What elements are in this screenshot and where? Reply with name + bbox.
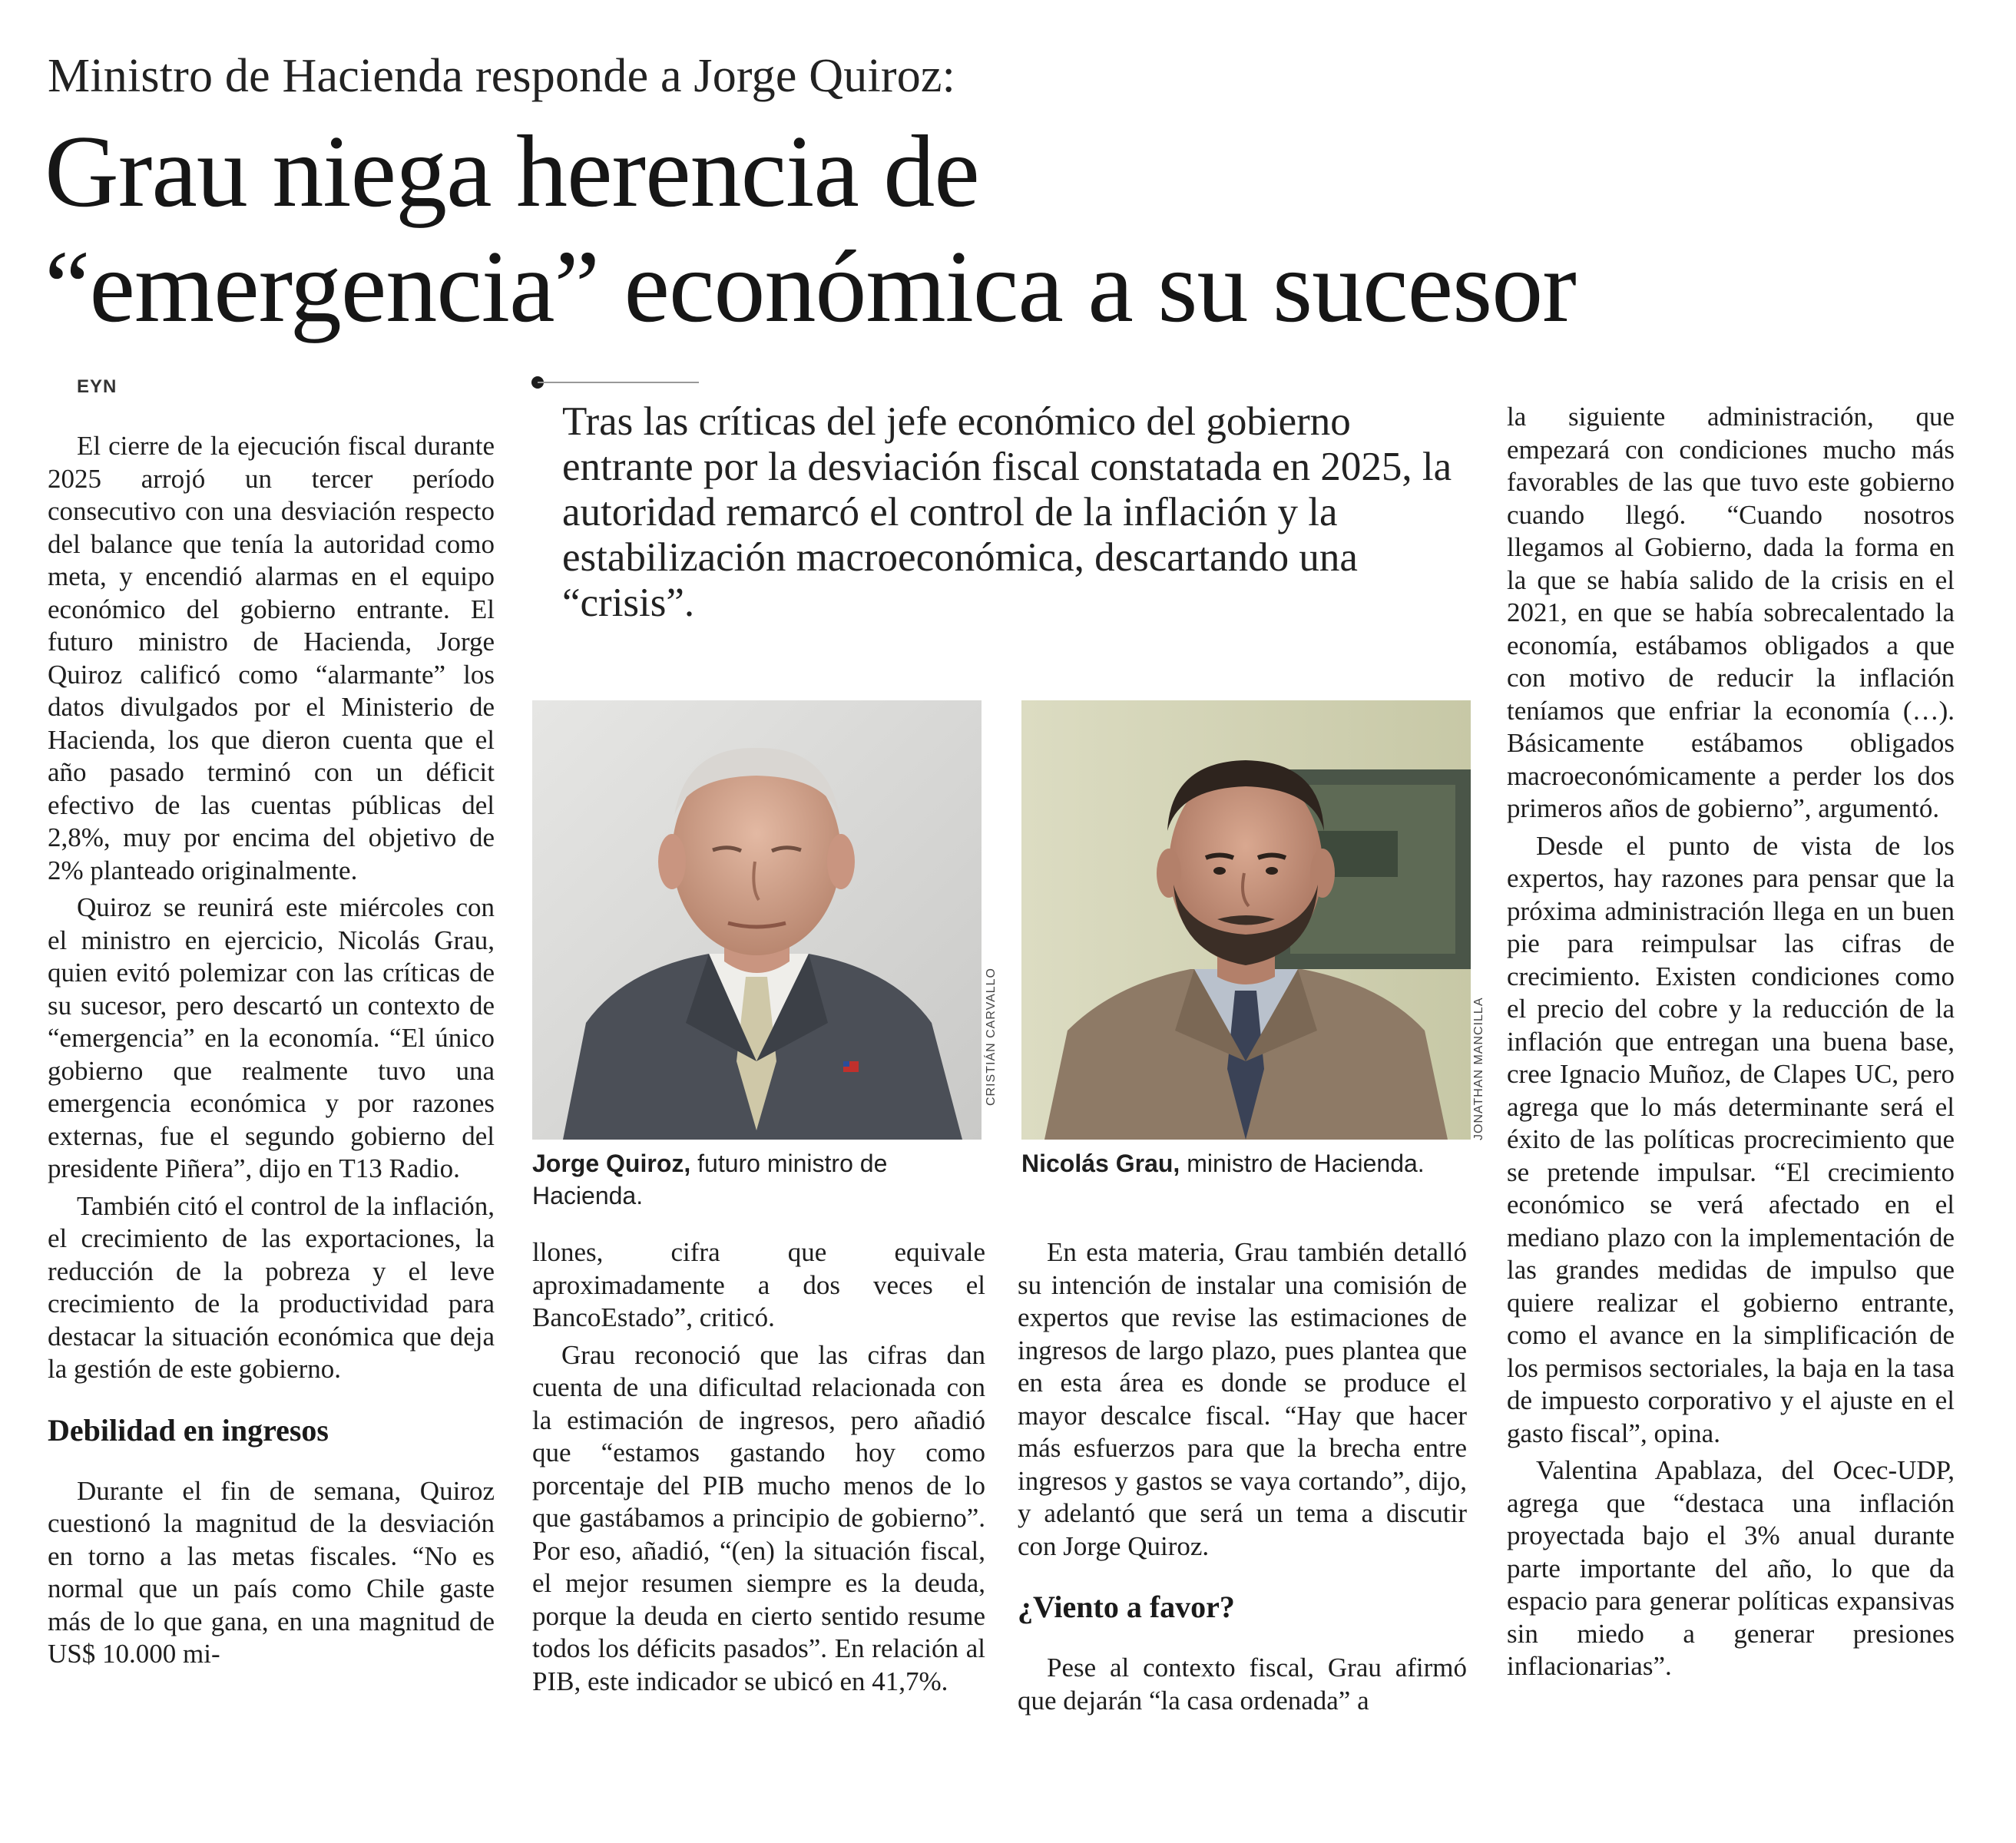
text-column-4 bbox=[1507, 401, 1955, 1683]
paragraph: Quiroz se reunirá este miércoles con el ministro en ejercicio, Nicolás Grau, quien evitó polemizar con las críticas de su sucesor, pero descartó un contexto de “emergencia” en la economía. “El único gobierno que realmente tuvo una emergencia económica y por razones externas, fue el segundo gobierno del presidente Piñera”, dijo en T13 Radio. bbox=[48, 892, 495, 1183]
caption-text: futuro ministro de Hacienda. bbox=[532, 1150, 888, 1209]
caption-name: Jorge Quiroz, bbox=[532, 1150, 691, 1177]
paragraph: Desde el punto de vista de los expertos, hay razones para pensar que la próxima administración llega en un buen pie para reimpulsar las cifras de crecimiento. Existen condiciones como el precio del cobre y la reducción de la inflación que entregan una buena base, cree Ignacio Muñoz, de Clapes UC, pero agrega que lo más determinante será el éxito de las políticas procrecimiento que se pretende impulsar. “El crecimiento económico se verá afectado en el mediano plazo con la implementación de las grandes medidas de impulso que quiere realizar el gobierno entrante, como el avance en la simplificación de los permisos sectoriales, la baja en la tasa de impuesto corporativo y el ajuste en el gasto fiscal”, opina. bbox=[1507, 830, 1955, 1448]
paragraph: llones, cifra que equivale aproximadamente a dos veces el BancoEstado”, criticó. bbox=[532, 1237, 985, 1332]
caption-text: ministro de Hacienda. bbox=[1180, 1150, 1425, 1177]
article-headline bbox=[45, 114, 1980, 344]
photo-jorge-quiroz bbox=[532, 700, 982, 1140]
paragraph: En esta materia, Grau también detalló su intención de instalar una comisión de expertos que revise las estimaciones de ingresos de largo plazo, pues plantea que en esta área es donde se produce el mayor descalce fiscal. “Hay que hacer más esfuerzos para que la brecha entre ingresos y gastos se vaya cortando”, dijo, y adelantó que será un tema a discutir con Jorge Quiroz. bbox=[1018, 1237, 1467, 1561]
byline: EYN bbox=[77, 376, 118, 397]
paragraph: Valentina Apablaza, del Ocec-UDP, agrega que “destaca una inflación proyectada bajo el 3% anual durante parte importante del año, lo que da espacio para generar políticas expansivas sin miedo a generar presiones inflacionarias”. bbox=[1507, 1455, 1955, 1681]
text-column-3 bbox=[1018, 1236, 1467, 1717]
paragraph: El cierre de la ejecución fiscal durante 2025 arrojó un tercer período consecutivo con una desviación respecto del balance que tenía la autoridad como meta, y encendió alarmas en el equipo económico del gobierno entrante. El futuro ministro de Hacienda, Jorge Quiroz calificó como “alarmante” los datos divulgados por el Ministerio de Hacienda, los que dieron cuenta que el año pasado terminó con un déficit efectivo de las cuentas públicas del 2,8%, muy por encima del objetivo de 2% planteado originalmente. bbox=[48, 431, 495, 885]
decorative-rule bbox=[538, 382, 699, 383]
photo-nicolas-grau bbox=[1021, 700, 1471, 1140]
article-lede: Tras las críticas del jefe económico del gobierno entrante por la desviación fiscal constatada en 2025, la autoridad remarcó el control de la inflación y la estabilización macroeconómica, descartando una “crisis”. bbox=[562, 399, 1452, 625]
paragraph: Durante el fin de semana, Quiroz cuestionó la magnitud de la desviación en torno a las metas fiscales. “No es normal que un país como Chile gaste más de lo que gana, en una magnitud de US$ 10.000 mi- bbox=[48, 1475, 495, 1669]
paragraph: Grau reconoció que las cifras dan cuenta de una dificultad relacionada con la estimación de ingresos, pero añadió que “estamos gastando hoy como porcentaje del PIB mucho menos de lo que gastábamos a principio de gobierno”. Por eso, añadió, “(en) la situación fiscal, el mejor resumen siempre es la deuda, porque la deuda en cierto sentido resume todos los déficits pasados”. En relación al PIB, este indicador se ubicó en 41,7%. bbox=[532, 1339, 985, 1696]
caption-name: Nicolás Grau, bbox=[1021, 1150, 1180, 1177]
subheading-viento: ¿Viento a favor? bbox=[1018, 1590, 1235, 1624]
headline-line-2: “emergencia” económica a su sucesor bbox=[45, 230, 1576, 343]
photo-caption-right bbox=[1021, 1147, 1471, 1180]
text-column-1 bbox=[48, 430, 495, 1671]
photo-credit-left: CRISTIÁN CARVALLO bbox=[985, 967, 998, 1106]
paragraph: la siguiente administración, que empezará con condiciones mucho más favorables de las que tuvo este gobierno cuando llegó. “Cuando nosotros llegamos al Gobierno, dada la forma en la que se había salido de la crisis en el 2021, en que se había sobrecalentado la economía, estábamos obligados a que con motivo de reducir la inflación teníamos que enfriar la economía (…). Básicamente estábamos obligados macroeconómicamente a perder los dos primeros años de gobierno”, argumentó. bbox=[1507, 402, 1955, 823]
paragraph: Pese al contexto fiscal, Grau afirmó que dejarán “la casa ordenada” a bbox=[1018, 1653, 1467, 1716]
subheading-debilidad: Debilidad en ingresos bbox=[48, 1412, 329, 1448]
photo-caption-left bbox=[532, 1147, 982, 1212]
paragraph: También citó el control de la inflación, el crecimiento de las exportaciones, la reducción de la pobreza y el leve crecimiento de la productividad para destacar la situación económica que deja la gestión de este gobierno. bbox=[48, 1190, 495, 1384]
photo-credit-right: JONATHAN MANCILLA bbox=[1472, 997, 1485, 1140]
headline-line-1: Grau niega herencia de bbox=[45, 114, 979, 228]
article-kicker: Ministro de Hacienda responde a Jorge Quiroz: bbox=[48, 50, 956, 102]
text-column-2 bbox=[532, 1236, 985, 1698]
